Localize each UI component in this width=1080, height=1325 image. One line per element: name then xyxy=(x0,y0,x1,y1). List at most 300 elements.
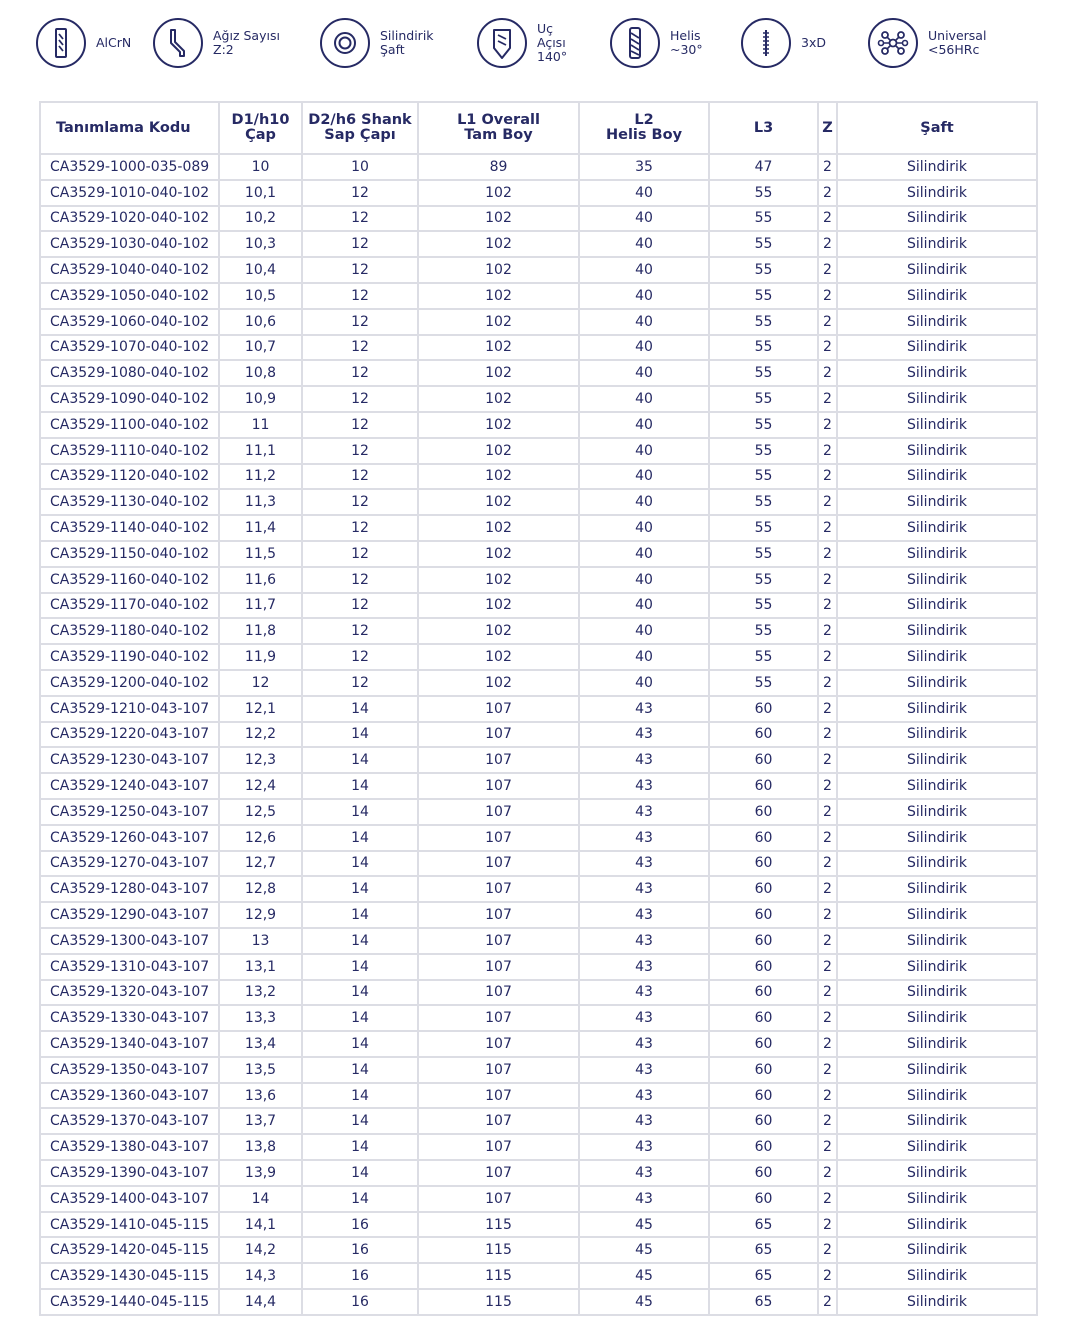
table-cell: 102 xyxy=(418,644,579,670)
table-cell: 13,8 xyxy=(219,1134,302,1160)
table-cell: 102 xyxy=(418,670,579,696)
table-cell: Silindirik xyxy=(837,1005,1037,1031)
table-cell: Silindirik xyxy=(837,1057,1037,1083)
column-header-line: Helis Boy xyxy=(605,127,683,143)
table-cell: 2 xyxy=(818,618,837,644)
table-cell: Silindirik xyxy=(837,386,1037,412)
specification-table xyxy=(39,101,1038,1316)
table-cell: Silindirik xyxy=(837,360,1037,386)
table-cell: CA3529-1390-043-107 xyxy=(40,1160,219,1186)
table-cell: 65 xyxy=(709,1263,818,1289)
table-cell: Silindirik xyxy=(837,335,1037,361)
table-cell: 10,7 xyxy=(219,335,302,361)
table-cell: 14 xyxy=(302,851,418,877)
table-cell: 40 xyxy=(579,180,709,206)
table-cell: 12 xyxy=(302,257,418,283)
table-cell: 55 xyxy=(709,541,818,567)
table-cell: Silindirik xyxy=(837,670,1037,696)
table-cell: 107 xyxy=(418,980,579,1006)
column-header xyxy=(302,102,418,154)
table-row xyxy=(40,1057,1037,1083)
table-cell: 2 xyxy=(818,567,837,593)
table-row xyxy=(40,515,1037,541)
table-cell: 12,9 xyxy=(219,902,302,928)
table-cell: 40 xyxy=(579,231,709,257)
table-cell: 55 xyxy=(709,438,818,464)
table-cell: 11,8 xyxy=(219,618,302,644)
table-cell: 10,8 xyxy=(219,360,302,386)
table-cell: 14,1 xyxy=(219,1212,302,1238)
table-cell: 43 xyxy=(579,1005,709,1031)
table-cell: 40 xyxy=(579,257,709,283)
table-row xyxy=(40,799,1037,825)
table-cell: 60 xyxy=(709,980,818,1006)
table-cell: 2 xyxy=(818,1212,837,1238)
table-cell: Silindirik xyxy=(837,489,1037,515)
table-cell: 102 xyxy=(418,180,579,206)
table-cell: 2 xyxy=(818,309,837,335)
table-cell: 14 xyxy=(302,696,418,722)
table-cell: Silindirik xyxy=(837,180,1037,206)
table-cell: 60 xyxy=(709,1005,818,1031)
column-header xyxy=(837,102,1037,154)
table-cell: Silindirik xyxy=(837,722,1037,748)
table-cell: 2 xyxy=(818,593,837,619)
table-row xyxy=(40,825,1037,851)
table-cell: 10 xyxy=(302,154,418,180)
table-cell: 107 xyxy=(418,1057,579,1083)
table-cell: 102 xyxy=(418,386,579,412)
table-row xyxy=(40,618,1037,644)
table-cell: 13,2 xyxy=(219,980,302,1006)
table-cell: 55 xyxy=(709,386,818,412)
table-cell: 43 xyxy=(579,954,709,980)
table-cell: 102 xyxy=(418,231,579,257)
table-cell: 115 xyxy=(418,1237,579,1263)
table-cell: 14 xyxy=(302,954,418,980)
table-cell: 2 xyxy=(818,1160,837,1186)
table-cell: 40 xyxy=(579,335,709,361)
table-cell: 16 xyxy=(302,1237,418,1263)
table-cell: 60 xyxy=(709,1031,818,1057)
feature-helix xyxy=(610,16,703,70)
table-cell: 102 xyxy=(418,335,579,361)
table-cell: 14 xyxy=(302,1160,418,1186)
table-row xyxy=(40,670,1037,696)
table-cell: 60 xyxy=(709,1160,818,1186)
table-cell: 60 xyxy=(709,773,818,799)
table-cell: 12 xyxy=(302,309,418,335)
table-cell: 40 xyxy=(579,670,709,696)
table-cell: Silindirik xyxy=(837,154,1037,180)
table-cell: 55 xyxy=(709,567,818,593)
table-cell: 14 xyxy=(302,980,418,1006)
table-cell: 11,9 xyxy=(219,644,302,670)
column-header-line: L3 xyxy=(753,119,774,136)
table-cell: 102 xyxy=(418,464,579,490)
table-cell: 107 xyxy=(418,1083,579,1109)
table-cell: CA3529-1350-043-107 xyxy=(40,1057,219,1083)
table-cell: 12,8 xyxy=(219,876,302,902)
table-cell: 12 xyxy=(302,386,418,412)
table-cell: 2 xyxy=(818,412,837,438)
table-cell: CA3529-1420-045-115 xyxy=(40,1237,219,1263)
table-row xyxy=(40,696,1037,722)
table-cell: 40 xyxy=(579,386,709,412)
depth-icon xyxy=(741,18,791,68)
table-row xyxy=(40,489,1037,515)
table-row xyxy=(40,980,1037,1006)
feature-label: Helis ~30° xyxy=(670,28,703,57)
table-cell: Silindirik xyxy=(837,1160,1037,1186)
table-cell: Silindirik xyxy=(837,1083,1037,1109)
table-cell: 10,5 xyxy=(219,283,302,309)
table-cell: Silindirik xyxy=(837,412,1037,438)
table-cell: 40 xyxy=(579,489,709,515)
table-cell: 2 xyxy=(818,464,837,490)
table-cell: 107 xyxy=(418,747,579,773)
table-cell: 2 xyxy=(818,180,837,206)
table-cell: 55 xyxy=(709,644,818,670)
table-cell: CA3529-1190-040-102 xyxy=(40,644,219,670)
table-cell: CA3529-1230-043-107 xyxy=(40,747,219,773)
feature-material xyxy=(868,16,986,70)
table-cell: 12 xyxy=(302,541,418,567)
cylindrical-shank-icon xyxy=(320,18,370,68)
feature-label: Ağız Sayısı Z:2 xyxy=(213,28,280,57)
table-cell: CA3529-1260-043-107 xyxy=(40,825,219,851)
table-cell: CA3529-1050-040-102 xyxy=(40,283,219,309)
table-cell: 10,4 xyxy=(219,257,302,283)
table-cell: Silindirik xyxy=(837,1134,1037,1160)
table-cell: 55 xyxy=(709,412,818,438)
table-cell: 2 xyxy=(818,1057,837,1083)
table-cell: 13,4 xyxy=(219,1031,302,1057)
table-cell: 102 xyxy=(418,541,579,567)
table-cell: CA3529-1280-043-107 xyxy=(40,876,219,902)
table-row xyxy=(40,644,1037,670)
table-cell: CA3529-1320-043-107 xyxy=(40,980,219,1006)
table-cell: 55 xyxy=(709,283,818,309)
table-cell: 107 xyxy=(418,825,579,851)
table-cell: 10,3 xyxy=(219,231,302,257)
table-cell: 107 xyxy=(418,902,579,928)
table-cell: Silindirik xyxy=(837,799,1037,825)
feature-label: 3xD xyxy=(801,35,826,50)
table-cell: 12 xyxy=(302,618,418,644)
table-cell: 43 xyxy=(579,980,709,1006)
column-header-line: Tam Boy xyxy=(464,127,533,143)
table-cell: 43 xyxy=(579,747,709,773)
table-cell: 55 xyxy=(709,309,818,335)
table-cell: CA3529-1240-043-107 xyxy=(40,773,219,799)
table-cell: 13,9 xyxy=(219,1160,302,1186)
table-cell: 2 xyxy=(818,154,837,180)
table-cell: 40 xyxy=(579,283,709,309)
table-cell: CA3529-1410-045-115 xyxy=(40,1212,219,1238)
table-row xyxy=(40,257,1037,283)
table-cell: CA3529-1040-040-102 xyxy=(40,257,219,283)
table-cell: Silindirik xyxy=(837,876,1037,902)
table-cell: 102 xyxy=(418,283,579,309)
table-cell: 55 xyxy=(709,206,818,232)
table-cell: 43 xyxy=(579,1160,709,1186)
table-cell: CA3529-1140-040-102 xyxy=(40,515,219,541)
table-row xyxy=(40,360,1037,386)
table-cell: 55 xyxy=(709,593,818,619)
table-cell: 107 xyxy=(418,1134,579,1160)
table-cell: 45 xyxy=(579,1263,709,1289)
table-cell: 14 xyxy=(302,1134,418,1160)
table-cell: 2 xyxy=(818,283,837,309)
table-cell: 14 xyxy=(219,1186,302,1212)
table-cell: 12 xyxy=(302,283,418,309)
table-row xyxy=(40,438,1037,464)
table-cell: 40 xyxy=(579,412,709,438)
table-cell: 2 xyxy=(818,489,837,515)
flute-icon xyxy=(153,18,203,68)
column-header-line: L2 xyxy=(634,112,654,128)
table-cell: 60 xyxy=(709,696,818,722)
table-cell: Silindirik xyxy=(837,1212,1037,1238)
table-cell: 55 xyxy=(709,335,818,361)
table-cell: 11,5 xyxy=(219,541,302,567)
universal-material-icon xyxy=(868,18,918,68)
table-cell: 14,2 xyxy=(219,1237,302,1263)
table-cell: 43 xyxy=(579,773,709,799)
table-row xyxy=(40,1289,1037,1315)
table-cell: CA3529-1080-040-102 xyxy=(40,360,219,386)
table-cell: 60 xyxy=(709,1134,818,1160)
table-cell: 43 xyxy=(579,1108,709,1134)
table-cell: 60 xyxy=(709,876,818,902)
table-row xyxy=(40,1005,1037,1031)
table-cell: 60 xyxy=(709,928,818,954)
table-cell: Silindirik xyxy=(837,618,1037,644)
table-cell: Silindirik xyxy=(837,1263,1037,1289)
table-cell: 2 xyxy=(818,1005,837,1031)
table-row xyxy=(40,876,1037,902)
table-cell: 40 xyxy=(579,360,709,386)
table-cell: 107 xyxy=(418,1160,579,1186)
column-header xyxy=(418,102,579,154)
table-cell: 43 xyxy=(579,1057,709,1083)
table-cell: 43 xyxy=(579,1031,709,1057)
column-header-line: Tanımlama Kodu xyxy=(56,119,191,136)
table-cell: CA3529-1360-043-107 xyxy=(40,1083,219,1109)
table-cell: 45 xyxy=(579,1237,709,1263)
table-row xyxy=(40,386,1037,412)
table-cell: CA3529-1310-043-107 xyxy=(40,954,219,980)
table-cell: Silindirik xyxy=(837,825,1037,851)
table-cell: 43 xyxy=(579,1186,709,1212)
table-cell: 102 xyxy=(418,257,579,283)
table-cell: Silindirik xyxy=(837,541,1037,567)
table-cell: 60 xyxy=(709,1057,818,1083)
table-cell: 11,6 xyxy=(219,567,302,593)
table-cell: CA3529-1340-043-107 xyxy=(40,1031,219,1057)
coating-icon xyxy=(36,18,86,68)
table-cell: CA3529-1400-043-107 xyxy=(40,1186,219,1212)
table-cell: 2 xyxy=(818,257,837,283)
table-cell: 102 xyxy=(418,515,579,541)
table-cell: CA3529-1090-040-102 xyxy=(40,386,219,412)
table-cell: 12,5 xyxy=(219,799,302,825)
table-row xyxy=(40,412,1037,438)
table-cell: Silindirik xyxy=(837,231,1037,257)
table-cell: 107 xyxy=(418,773,579,799)
table-row xyxy=(40,902,1037,928)
table-cell: Silindirik xyxy=(837,980,1037,1006)
table-cell: 12 xyxy=(302,180,418,206)
table-row xyxy=(40,1160,1037,1186)
table-cell: CA3529-1290-043-107 xyxy=(40,902,219,928)
table-cell: Silindirik xyxy=(837,206,1037,232)
table-cell: 11,3 xyxy=(219,489,302,515)
table-cell: 2 xyxy=(818,1237,837,1263)
table-cell: 40 xyxy=(579,309,709,335)
table-cell: CA3529-1010-040-102 xyxy=(40,180,219,206)
table-cell: 43 xyxy=(579,722,709,748)
table-cell: 12 xyxy=(302,489,418,515)
table-cell: CA3529-1370-043-107 xyxy=(40,1108,219,1134)
table-cell: 107 xyxy=(418,696,579,722)
table-cell: CA3529-1020-040-102 xyxy=(40,206,219,232)
table-cell: 14 xyxy=(302,1005,418,1031)
table-cell: 2 xyxy=(818,386,837,412)
table-cell: Silindirik xyxy=(837,1237,1037,1263)
table-cell: 102 xyxy=(418,412,579,438)
table-row xyxy=(40,1186,1037,1212)
table-cell: 14 xyxy=(302,1057,418,1083)
table-cell: 2 xyxy=(818,206,837,232)
table-cell: 40 xyxy=(579,593,709,619)
table-row xyxy=(40,851,1037,877)
table-cell: 12 xyxy=(302,438,418,464)
table-cell: 14 xyxy=(302,825,418,851)
table-row xyxy=(40,206,1037,232)
table-cell: 43 xyxy=(579,825,709,851)
table-cell: 2 xyxy=(818,541,837,567)
table-cell: 43 xyxy=(579,799,709,825)
table-cell: Silindirik xyxy=(837,696,1037,722)
table-cell: Silindirik xyxy=(837,1186,1037,1212)
table-cell: 10,1 xyxy=(219,180,302,206)
helix-icon xyxy=(610,18,660,68)
table-cell: 60 xyxy=(709,747,818,773)
table-cell: 16 xyxy=(302,1289,418,1315)
table-cell: 60 xyxy=(709,722,818,748)
table-cell: 16 xyxy=(302,1212,418,1238)
table-cell: 35 xyxy=(579,154,709,180)
table-cell: 12 xyxy=(302,206,418,232)
table-header-row xyxy=(40,102,1037,154)
table-cell: 2 xyxy=(818,1108,837,1134)
table-cell: CA3529-1060-040-102 xyxy=(40,309,219,335)
feature-icons-bar xyxy=(0,0,1080,95)
table-cell: CA3529-1330-043-107 xyxy=(40,1005,219,1031)
table-cell: 107 xyxy=(418,1031,579,1057)
table-cell: 2 xyxy=(818,335,837,361)
table-cell: 60 xyxy=(709,1108,818,1134)
table-cell: CA3529-1070-040-102 xyxy=(40,335,219,361)
table-cell: CA3529-1220-043-107 xyxy=(40,722,219,748)
table-cell: 107 xyxy=(418,1186,579,1212)
table-cell: 40 xyxy=(579,515,709,541)
feature-tip-angle xyxy=(477,16,567,70)
table-cell: 2 xyxy=(818,1263,837,1289)
table-cell: Silindirik xyxy=(837,593,1037,619)
table-cell: 14 xyxy=(302,1186,418,1212)
table-cell: 107 xyxy=(418,928,579,954)
table-row xyxy=(40,283,1037,309)
feature-label: AlCrN xyxy=(96,35,132,50)
table-cell: CA3529-1440-045-115 xyxy=(40,1289,219,1315)
table-row xyxy=(40,309,1037,335)
table-row xyxy=(40,335,1037,361)
table-cell: 43 xyxy=(579,876,709,902)
table-cell: Silindirik xyxy=(837,464,1037,490)
table-cell: CA3529-1120-040-102 xyxy=(40,464,219,490)
table-cell: 12 xyxy=(302,464,418,490)
table-row xyxy=(40,1237,1037,1263)
table-cell: 40 xyxy=(579,206,709,232)
table-cell: 2 xyxy=(818,954,837,980)
table-cell: 40 xyxy=(579,618,709,644)
table-cell: 14 xyxy=(302,928,418,954)
column-header-line: Şaft xyxy=(920,119,954,136)
table-cell: 2 xyxy=(818,876,837,902)
table-row xyxy=(40,722,1037,748)
table-cell: CA3529-1210-043-107 xyxy=(40,696,219,722)
table-cell: 102 xyxy=(418,567,579,593)
table-cell: 45 xyxy=(579,1289,709,1315)
column-header-line: L1 Overall xyxy=(457,112,540,128)
table-cell: 2 xyxy=(818,438,837,464)
feature-coating xyxy=(36,16,131,70)
table-cell: CA3529-1180-040-102 xyxy=(40,618,219,644)
table-row xyxy=(40,928,1037,954)
table-cell: 43 xyxy=(579,902,709,928)
table-cell: 14 xyxy=(302,1108,418,1134)
table-cell: 12 xyxy=(219,670,302,696)
table-cell: Silindirik xyxy=(837,851,1037,877)
table-cell: 115 xyxy=(418,1289,579,1315)
table-cell: 2 xyxy=(818,851,837,877)
feature-depth xyxy=(741,16,826,70)
table-cell: 60 xyxy=(709,799,818,825)
column-header xyxy=(579,102,709,154)
table-cell: 11,7 xyxy=(219,593,302,619)
table-cell: 12 xyxy=(302,335,418,361)
table-cell: 65 xyxy=(709,1212,818,1238)
table-row xyxy=(40,180,1037,206)
table-cell: 107 xyxy=(418,876,579,902)
table-cell: 43 xyxy=(579,928,709,954)
table-cell: CA3529-1250-043-107 xyxy=(40,799,219,825)
table-cell: Silindirik xyxy=(837,567,1037,593)
table-cell: 11,2 xyxy=(219,464,302,490)
table-cell: CA3529-1000-035-089 xyxy=(40,154,219,180)
table-cell: 107 xyxy=(418,1108,579,1134)
table-row xyxy=(40,1134,1037,1160)
table-cell: CA3529-1030-040-102 xyxy=(40,231,219,257)
table-cell: 47 xyxy=(709,154,818,180)
table-cell: 2 xyxy=(818,670,837,696)
table-cell: 2 xyxy=(818,1083,837,1109)
table-cell: 102 xyxy=(418,593,579,619)
table-row xyxy=(40,747,1037,773)
